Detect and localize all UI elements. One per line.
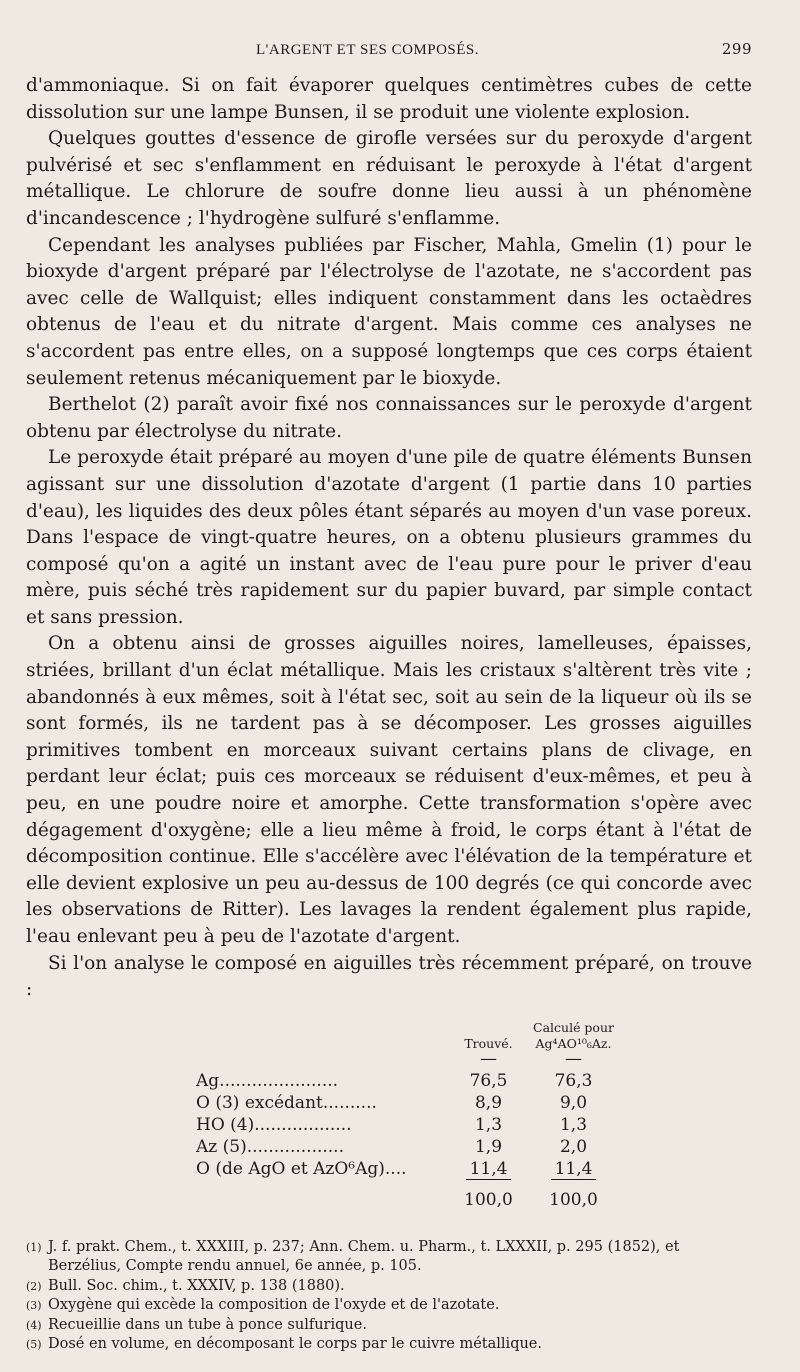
footnote-text: Bull. Soc. chim., t. XXXIV, p. 138 (1880). xyxy=(48,1277,345,1294)
running-title: L'ARGENT ET SES COMPOSÉS. xyxy=(256,42,480,58)
footnote-text: Oxygène qui excède la composition de l'oxyde et de l'azotate. xyxy=(48,1297,500,1314)
table-row xyxy=(196,1158,616,1180)
row-found: 1,9 xyxy=(474,1136,503,1157)
paragraph: Quelques gouttes d'essence de girofle versées sur du peroxyde d'argent pulvérisé et sec s'enflamment en réduisant le peroxyde à l'état d'argent métallique. Le chlorure de soufre donne lieu aussi à un phénomène d'incandescence ; l'hydrogène sulfuré s'enflamme. xyxy=(26,128,752,229)
row-calc: 76,3 xyxy=(554,1070,593,1091)
footnote xyxy=(26,1296,752,1316)
footnote-text: Recueillie dans un tube à ponce sulfurique. xyxy=(48,1316,367,1333)
row-calc: 1,3 xyxy=(559,1114,588,1135)
footnote-number: (1) xyxy=(26,1240,42,1254)
paragraph: On a obtenu ainsi de grosses aiguilles noires, lamelleuses, épaisses, striées, brillant d'un éclat métallique. Mais les cristaux s'altèrent très vite ; abandonnés à eux mêmes, soit à l'état sec, soit au sein de la liqueur où ils se sont formés, ils ne tardent pas à se décomposer. Les grosses aiguilles primitives tombent en morceaux suivant certains plans de clivage, en perdant leur éclat; puis ces morceaux se réduisent d'eux-mêmes, et peu à peu, en une poudre noire et amorphe. Cette transformation s'opère avec dégagement d'oxygène; elle a lieu même à froid, le corps étant à l'état de décomposition continue. Elle s'accélère avec l'élévation de la température et elle devient explosive un peu au-dessus de 100 degrés (ce qui concorde avec les observations de Ritter). Les lavages la rendent également plus rapide, l'eau enlevant peu à peu de l'azotate d'argent. xyxy=(26,633,752,947)
footnote-number: (4) xyxy=(26,1318,42,1332)
table-header xyxy=(196,1020,616,1052)
table-row xyxy=(196,1114,616,1136)
table-row xyxy=(196,1136,616,1158)
footnote xyxy=(26,1277,752,1297)
total-found: 100,0 xyxy=(464,1189,513,1210)
footnotes xyxy=(26,1238,752,1355)
paragraph: Berthelot (2) paraît avoir fixé nos connaissances sur le peroxyde d'argent obtenu par électrolyse du nitrate. xyxy=(26,394,752,442)
paragraph: Le peroxyde était préparé au moyen d'une pile de quatre éléments Bunsen agissant sur une dissolution d'azotate d'argent (1 partie dans 10 parties d'eau), les liquides des deux pôles étant séparés au moyen d'un vase poreux. Dans l'espace de vingt-quatre heures, on a obtenu plusieurs grammes du composé qu'on a agité un instant avec de l'eau pure pour le priver d'eau mère, puis séché très rapidement sur du papier buvard, par simple contact et sans pression. xyxy=(26,447,752,628)
row-found: 1,3 xyxy=(474,1114,503,1135)
dash-calc: — xyxy=(565,1048,582,1069)
footnote xyxy=(26,1238,752,1277)
footnote xyxy=(26,1335,752,1355)
page-number: 299 xyxy=(721,40,752,58)
row-label: Az (5).................. xyxy=(196,1136,344,1157)
row-calc: 2,0 xyxy=(559,1136,588,1157)
dash-found: — xyxy=(480,1048,497,1069)
row-found: 76,5 xyxy=(469,1070,508,1091)
row-label: Ag...................... xyxy=(196,1070,339,1091)
footnote-text: J. f. prakt. Chem., t. XXXIII, p. 237; Ann. Chem. u. Pharm., t. LXXXII, p. 295 (1852), et Berzélius, Compte rendu annuel, 6e année, p. 105. xyxy=(48,1238,680,1275)
footnote-text: Dosé en volume, en décomposant le corps par le cuivre métallique. xyxy=(48,1336,542,1353)
row-label: O (3) excédant.......... xyxy=(196,1092,377,1113)
paragraph: Cependant les analyses publiées par Fischer, Mahla, Gmelin (1) pour le bioxyde d'argent préparé par l'électrolyse de l'azotate, ne s'accordent pas avec celle de Wallquist; elles indiquent constamment dans les octaèdres obtenus de l'eau et du nitrate d'argent. Mais comme ces analyses ne s'accordent pas entre elles, on a supposé longtemps que ces corps étaient seulement retenus mécaniquement par le bioxyde. xyxy=(26,234,752,389)
table-row xyxy=(196,1070,616,1092)
footnote-number: (3) xyxy=(26,1299,42,1313)
paragraph: Si l'on analyse le composé en aiguilles très récemment préparé, on trouve : xyxy=(26,952,752,1001)
footnote xyxy=(26,1316,752,1336)
footnote-number: (2) xyxy=(26,1279,42,1293)
paragraph: d'ammoniaque. Si on fait évaporer quelques centimètres cubes de cette dissolution sur une lampe Bunsen, il se produit une violente explosion. xyxy=(26,75,752,123)
running-header xyxy=(26,40,752,59)
analysis-table xyxy=(196,1020,616,1214)
row-label: HO (4).................. xyxy=(196,1114,352,1135)
row-found: 8,9 xyxy=(474,1092,503,1113)
row-label: O (de AgO et AzO⁶Ag).... xyxy=(196,1158,407,1179)
footnote-number: (5) xyxy=(26,1338,42,1352)
row-calc: 9,0 xyxy=(559,1092,588,1113)
body-text xyxy=(26,73,752,1004)
header-dashes xyxy=(196,1048,616,1070)
col-calc-line2: Ag⁴AO¹⁰₆Az. xyxy=(535,1035,612,1051)
row-found: 11,4 xyxy=(466,1159,512,1180)
total-calc: 100,0 xyxy=(549,1189,598,1210)
col-calc-line1: Calculé pour xyxy=(533,1019,614,1035)
table-total-row xyxy=(196,1186,616,1214)
table-row xyxy=(196,1092,616,1114)
col-calc-header xyxy=(531,1020,616,1052)
row-calc: 11,4 xyxy=(551,1159,597,1180)
col-found-header: Trouvé. xyxy=(464,1035,513,1051)
